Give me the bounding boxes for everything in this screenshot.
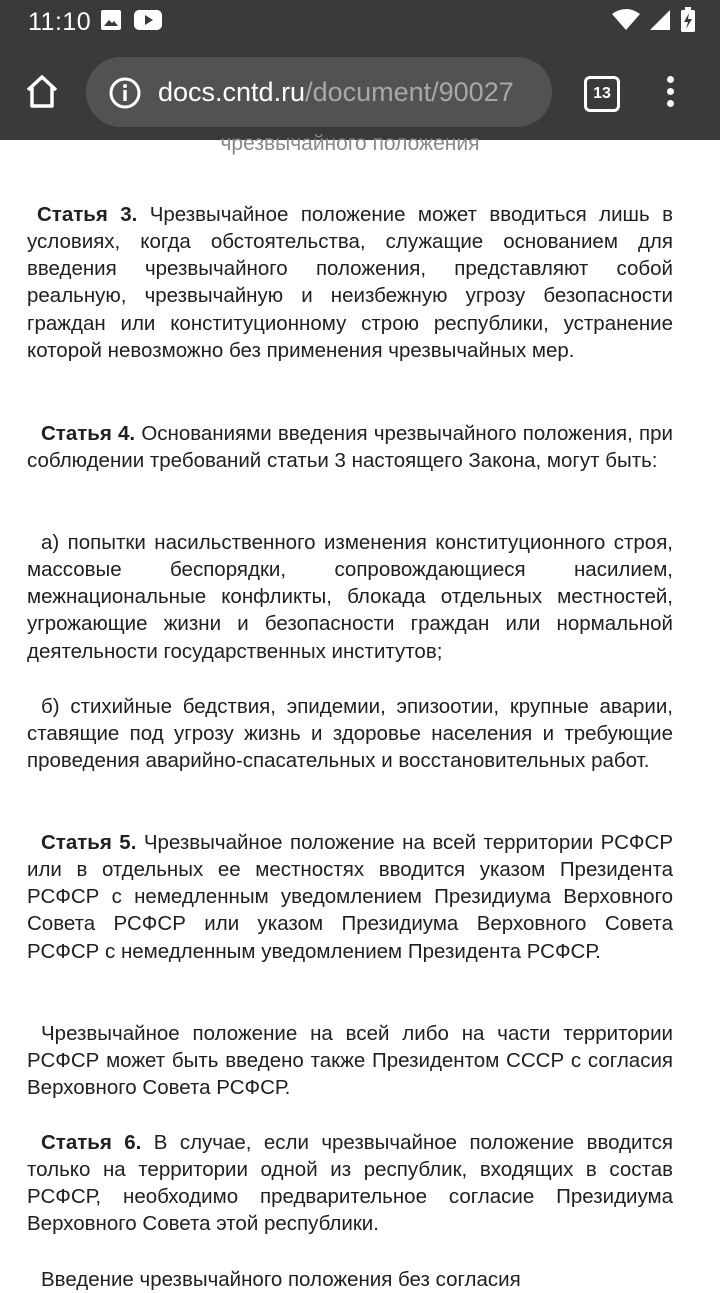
signal-icon [648,8,672,37]
paragraph-article-5 [27,829,673,965]
battery-charging-icon [680,7,696,38]
image-icon [100,9,122,36]
more-menu-icon[interactable] [660,76,680,110]
paragraph-item-a [27,529,673,665]
url-text[interactable] [158,77,514,108]
paragraph-article-6 [27,1129,673,1238]
paragraph-text: б) стихийные бедствия, эпидемии, эпизоотии, крупные аварии, ставящие под угрозу жизнь и здоровье населения и требующие проведения аварийно-спасательных и восстановительных работ. [27,694,673,773]
paragraph-text: В случае, если чрезвычайное положение вводится только на территории одной из республик, входящих в состав РСФСР, необходимо предварительное согласие Президиума Верховного Совета этой республики. [27,1130,673,1236]
article-label: Статья 4. [41,421,136,445]
paragraph-article-3 [27,201,673,365]
youtube-icon [134,9,162,36]
paragraph-text: Введение чрезвычайного положения без согласия [41,1267,521,1291]
wifi-icon [612,8,640,37]
home-icon[interactable] [22,72,62,112]
paragraph-item-b [27,693,673,775]
url-bar[interactable] [86,57,552,127]
url-path: /document/90027 [305,77,514,107]
paragraph-text: Чрезвычайное положение на всей либо на части территории РСФСР может быть введено также Президентом СССР с согласия Верховного Совета РСФСР. [27,1021,673,1100]
paragraph-text: Основаниями введения чрезвычайного положения, при соблюдении требований статьи 3 настоящего Закона, могут быть: [27,421,673,472]
paragraph-text: а) попытки насильственного изменения конституционного строя, массовые беспорядки, сопровождающиеся насилием, межнациональные конфликты, блокада отдельных местностей, угрожающие жизни и безопасности граждан или нормальной деятельности государственных институтов; [27,530,673,663]
status-bar [0,0,720,42]
article-label: Статья 3. [37,202,138,226]
paragraph-text: Чрезвычайное положение на всей территории РСФСР или в отдельных ее местностях вводится указом Президента РСФСР с немедленным уведомлением Президиума Верховного Совета РСФСР или указом Президиума Верховного Совета РСФСР с немедленным уведомлением Президента РСФСР. [27,830,673,963]
tab-switcher-button[interactable]: 13 [584,76,620,112]
info-icon[interactable] [108,76,142,110]
url-domain: docs.cntd.ru [158,77,306,107]
section-heading: чрезвычайного положения [220,132,480,155]
status-time: 11:10 [28,8,92,36]
article-label: Статья 5. [41,830,137,854]
article-label: Статья 6. [41,1130,142,1154]
paragraph-article-5-part-2 [27,1020,673,1102]
paragraph-text: Чрезвычайное положение может вводиться лишь в условиях, когда обстоятельства, служащие основанием для введения чрезвычайного положения, представляют собой реальную, чрезвычайную и неизбежную угрозу безопасности граждан или конституционному строю республики, устранение которой невозможно без применения чрезвычайных мер. [27,202,673,362]
paragraph-article-6-part-2 [27,1266,673,1293]
paragraph-article-4 [27,420,673,475]
browser-toolbar [0,42,720,140]
